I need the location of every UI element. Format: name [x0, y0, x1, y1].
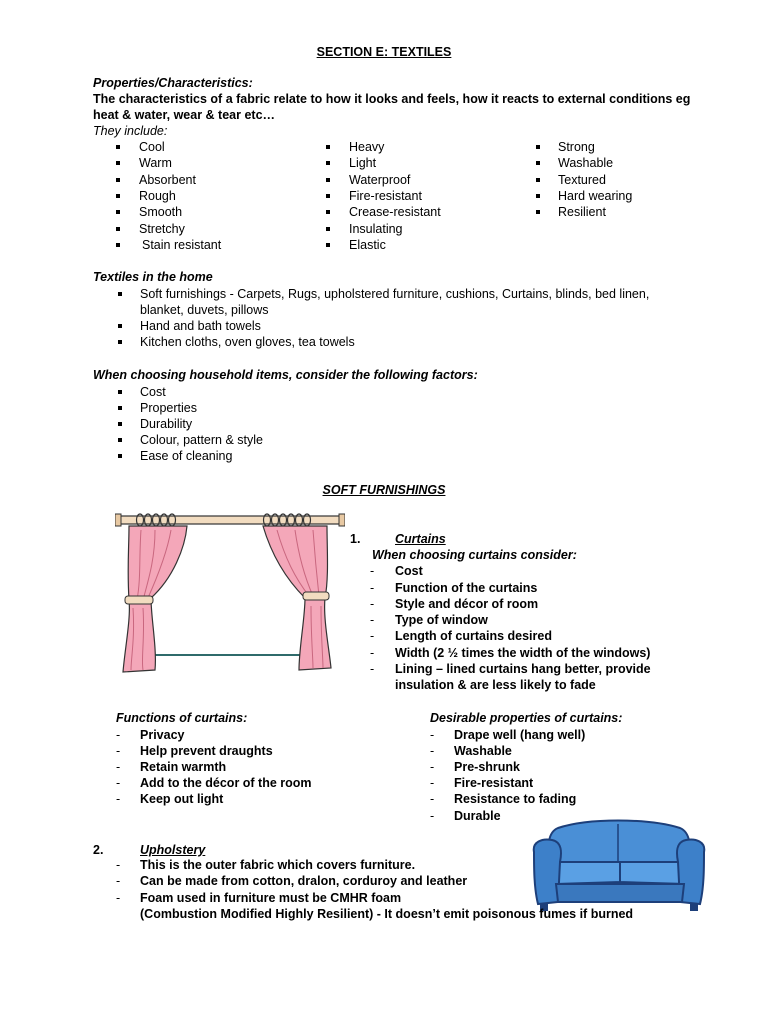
- choosing-heading: When choosing household items, consider the following factors:: [93, 368, 478, 382]
- page-title: SECTION E: TEXTILES: [316, 45, 452, 59]
- list-item-cont: insulation & are less likely to fade: [395, 678, 596, 692]
- home-item-kitchen: Kitchen cloths, oven gloves, tea towels: [140, 335, 355, 349]
- list-item: Foam used in furniture must be CMHR foam: [140, 891, 402, 905]
- bullet-icon: [536, 194, 540, 198]
- functions-heading: Functions of curtains:: [116, 711, 248, 725]
- list-item: Type of window: [395, 613, 488, 627]
- list-item: Stain resistant: [142, 238, 222, 252]
- dash-icon: -: [116, 792, 121, 806]
- properties-heading: Properties/Characteristics:: [93, 76, 253, 90]
- list-item: Resistance to fading: [454, 792, 577, 806]
- list-item: Style and décor of room: [395, 597, 539, 611]
- list-item: Privacy: [140, 728, 185, 742]
- list-item: Lining – lined curtains hang better, provide: [395, 662, 651, 676]
- properties-intro-line2: heat & water, wear & tear etc…: [93, 108, 276, 122]
- list-item: Fire-resistant: [454, 776, 534, 790]
- upholstery-heading: Upholstery: [140, 843, 206, 857]
- dash-icon: -: [430, 744, 435, 758]
- list-item: Washable: [454, 744, 512, 758]
- dash-icon: -: [116, 891, 121, 905]
- list-item: Cool: [139, 140, 165, 154]
- list-item: Length of curtains desired: [395, 629, 552, 643]
- list-item: This is the outer fabric which covers furniture.: [140, 858, 416, 872]
- list-item: Washable: [558, 156, 614, 170]
- dash-icon: -: [116, 858, 121, 872]
- list-item: Fire-resistant: [349, 189, 422, 203]
- properties-intro-line1: The characteristics of a fabric relate to how it looks and feels, how it reacts to external conditions eg: [93, 92, 691, 106]
- list-item: Heavy: [349, 140, 385, 154]
- list-item: Light: [349, 156, 377, 170]
- bullet-icon: [536, 178, 540, 182]
- bullet-icon: [116, 210, 120, 214]
- bullet-icon: [326, 243, 330, 247]
- upholstery-number: 2.: [93, 843, 104, 857]
- list-item: Durable: [454, 809, 501, 823]
- bullet-icon: [326, 210, 330, 214]
- sofa-illustration: [528, 818, 710, 914]
- dash-icon: -: [370, 613, 375, 627]
- list-item: Add to the décor of the room: [140, 776, 312, 790]
- curtains-subheading: When choosing curtains consider:: [372, 548, 577, 562]
- bullet-icon: [118, 340, 122, 344]
- list-item: Smooth: [139, 205, 183, 219]
- list-item-cont: (Combustion Modified Highly Resilient) - It doesn’t emit poisonous fumes if burned: [140, 907, 634, 921]
- bullet-icon: [118, 438, 122, 442]
- dash-icon: -: [116, 776, 121, 790]
- list-item: Can be made from cotton, dralon, corduroy and leather: [140, 874, 468, 888]
- bullet-icon: [118, 406, 122, 410]
- bullet-icon: [536, 161, 540, 165]
- bullet-icon: [118, 454, 122, 458]
- bullet-icon: [326, 194, 330, 198]
- list-item: Ease of cleaning: [140, 449, 233, 463]
- bullet-icon: [116, 227, 120, 231]
- they-include-label: They include:: [93, 124, 168, 138]
- list-item: Stretchy: [139, 222, 185, 236]
- list-item: Colour, pattern & style: [140, 433, 263, 447]
- list-item: Pre-shrunk: [454, 760, 520, 774]
- desirable-heading: Desirable properties of curtains:: [430, 711, 623, 725]
- list-item: Hard wearing: [558, 189, 633, 203]
- dash-icon: -: [116, 760, 121, 774]
- list-item: Help prevent draughts: [140, 744, 273, 758]
- list-item: Width (2 ½ times the width of the windows): [395, 646, 651, 660]
- dash-icon: -: [430, 809, 435, 823]
- bullet-icon: [536, 210, 540, 214]
- list-item: Textured: [558, 173, 606, 187]
- list-item: Durability: [140, 417, 193, 431]
- dash-icon: -: [116, 874, 121, 888]
- soft-furnishings-title: SOFT FURNISHINGS: [322, 483, 446, 497]
- bullet-icon: [118, 324, 122, 328]
- bullet-icon: [118, 422, 122, 426]
- list-item: Retain warmth: [140, 760, 227, 774]
- dash-icon: -: [370, 662, 375, 676]
- bullet-icon: [326, 227, 330, 231]
- home-item-soft-furnishings-cont: blanket, duvets, pillows: [140, 303, 269, 317]
- list-item: Crease-resistant: [349, 205, 441, 219]
- bullet-icon: [536, 145, 540, 149]
- dash-icon: -: [370, 597, 375, 611]
- list-item: Function of the curtains: [395, 581, 538, 595]
- list-item: Elastic: [349, 238, 386, 252]
- bullet-icon: [116, 194, 120, 198]
- list-item: Cost: [395, 564, 423, 578]
- bullet-icon: [116, 161, 120, 165]
- bullet-icon: [326, 161, 330, 165]
- dash-icon: -: [370, 581, 375, 595]
- home-item-soft-furnishings: Soft furnishings - Carpets, Rugs, upholstered furniture, cushions, Curtains, blinds, bed linen,: [140, 287, 650, 301]
- dash-icon: -: [430, 792, 435, 806]
- list-item: Keep out light: [140, 792, 224, 806]
- bullet-icon: [116, 145, 120, 149]
- home-heading: Textiles in the home: [93, 270, 213, 284]
- bullet-icon: [116, 178, 120, 182]
- list-item: Cost: [140, 385, 166, 399]
- list-item: Insulating: [349, 222, 403, 236]
- list-item: Resilient: [558, 205, 606, 219]
- dash-icon: -: [370, 646, 375, 660]
- curtains-number: 1.: [350, 532, 361, 546]
- list-item: Properties: [140, 401, 197, 415]
- list-item: Drape well (hang well): [454, 728, 586, 742]
- list-item: Rough: [139, 189, 176, 203]
- dash-icon: -: [370, 629, 375, 643]
- curtains-heading: Curtains: [395, 532, 446, 546]
- dash-icon: -: [430, 728, 435, 742]
- bullet-icon: [326, 178, 330, 182]
- bullet-icon: [118, 292, 122, 296]
- dash-icon: -: [116, 744, 121, 758]
- list-item: Strong: [558, 140, 595, 154]
- dash-icon: -: [430, 776, 435, 790]
- dash-icon: -: [370, 564, 375, 578]
- list-item: Warm: [139, 156, 172, 170]
- dash-icon: -: [430, 760, 435, 774]
- list-item: Waterproof: [349, 173, 411, 187]
- dash-icon: -: [116, 728, 121, 742]
- home-item-towels: Hand and bath towels: [140, 319, 261, 333]
- curtain-illustration: [115, 508, 345, 678]
- list-item: Absorbent: [139, 173, 196, 187]
- bullet-icon: [326, 145, 330, 149]
- bullet-icon: [116, 243, 120, 247]
- bullet-icon: [118, 390, 122, 394]
